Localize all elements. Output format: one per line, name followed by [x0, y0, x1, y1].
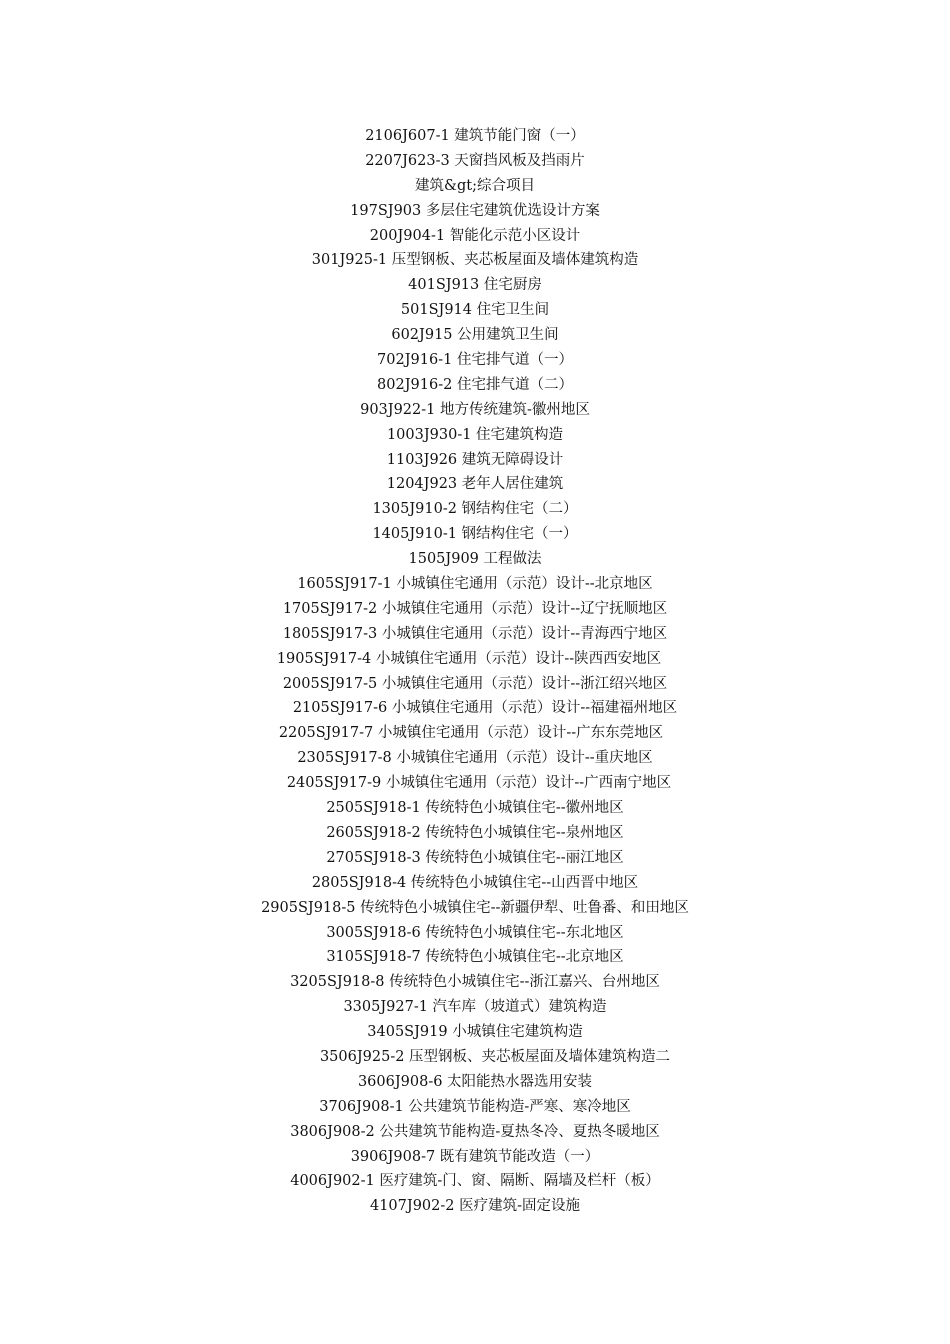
list-line: 802J916-2 住宅排气道（二）: [377, 376, 573, 393]
list-line: 1505J909 工程做法: [408, 551, 542, 568]
list-line: 2605SJ918-2 传统特色小城镇住宅--泉州地区: [326, 824, 624, 841]
list-line: 建筑&gt;综合项目: [415, 177, 535, 194]
list-line: 301J925-1 压型钢板、夹芯板屋面及墙体建筑构造: [311, 252, 639, 269]
list-line: 2805SJ918-4 传统特色小城镇住宅--山西晋中地区: [311, 874, 639, 891]
list-line: 401SJ913 住宅厨房: [408, 277, 542, 294]
list-line: 3506J925-2 压型钢板、夹芯板屋面及墙体建筑构造二: [319, 1048, 671, 1065]
list-line: 3005SJ918-6 传统特色小城镇住宅--东北地区: [326, 924, 624, 941]
list-line: 1405J910-1 钢结构住宅（一）: [372, 526, 578, 543]
list-line: 3706J908-1 公共建筑节能构造-严寒、寒冷地区: [319, 1098, 631, 1115]
list-line: 2905SJ918-5 传统特色小城镇住宅--新疆伊犁、吐鲁番、和田地区: [261, 899, 689, 916]
list-line: 2305SJ917-8 小城镇住宅通用（示范）设计--重庆地区: [297, 750, 653, 767]
list-line: 2005SJ917-5 小城镇住宅通用（示范）设计--浙江绍兴地区: [282, 675, 668, 692]
list-line: 1103J926 建筑无障碍设计: [386, 451, 564, 468]
list-line: 702J916-1 住宅排气道（一）: [377, 352, 573, 369]
list-line: 2207J623-3 天窗挡风板及挡雨片: [365, 152, 585, 169]
list-line: 1605SJ917-1 小城镇住宅通用（示范）设计--北京地区: [297, 576, 653, 593]
list-line: 3606J908-6 太阳能热水器选用安装: [357, 1073, 593, 1090]
list-line: 1003J930-1 住宅建筑构造: [386, 426, 564, 443]
list-line: 2105SJ917-6 小城镇住宅通用（示范）设计--福建福州地区: [292, 700, 678, 717]
list-line: 2505SJ918-1 传统特色小城镇住宅--徽州地区: [326, 800, 624, 817]
list-line: 4107J902-2 医疗建筑-固定设施: [369, 1198, 581, 1215]
list-line: 1805SJ917-3 小城镇住宅通用（示范）设计--青海西宁地区: [282, 625, 668, 642]
list-line: 2405SJ917-9 小城镇住宅通用（示范）设计--广西南宁地区: [286, 775, 672, 792]
list-line: 3405SJ919 小城镇住宅建筑构造: [367, 1024, 583, 1041]
list-line: 2106J607-1 建筑节能门窗（一）: [365, 128, 585, 144]
list-line: 3806J908-2 公共建筑节能构造-夏热冬冷、夏热冬暖地区: [290, 1123, 660, 1140]
list-line: 602J915 公用建筑卫生间: [391, 327, 559, 344]
list-line: 200J904-1 智能化示范小区设计: [369, 227, 581, 244]
list-line: 1905SJ917-4 小城镇住宅通用（示范）设计--陕西西安地区: [276, 650, 662, 667]
list-line: 3906J908-7 既有建筑节能改造（一）: [350, 1148, 600, 1165]
list-line: 2705SJ918-3 传统特色小城镇住宅--丽江地区: [326, 849, 624, 866]
list-line: 501SJ914 住宅卫生间: [400, 302, 550, 319]
list-line: 3105SJ918-7 传统特色小城镇住宅--北京地区: [326, 949, 624, 966]
list-line: 197SJ903 多层住宅建筑优选设计方案: [350, 202, 600, 219]
list-line: 1305J910-2 钢结构住宅（二）: [372, 501, 578, 518]
list-line: 903J922-1 地方传统建筑-徽州地区: [360, 401, 590, 418]
list-line: 4006J902-1 医疗建筑-门、窗、隔断、隔墙及栏杆（板）: [290, 1173, 660, 1190]
list-line: 1705SJ917-2 小城镇住宅通用（示范）设计--辽宁抚顺地区: [282, 600, 668, 617]
standards-list: [0, 124, 950, 1219]
list-line: 2205SJ917-7 小城镇住宅通用（示范）设计--广东东莞地区: [278, 725, 664, 742]
list-line: 1204J923 老年人居住建筑: [386, 476, 564, 493]
list-line: 3205SJ918-8 传统特色小城镇住宅--浙江嘉兴、台州地区: [290, 974, 660, 991]
list-line: 3305J927-1 汽车库（坡道式）建筑构造: [343, 999, 607, 1016]
